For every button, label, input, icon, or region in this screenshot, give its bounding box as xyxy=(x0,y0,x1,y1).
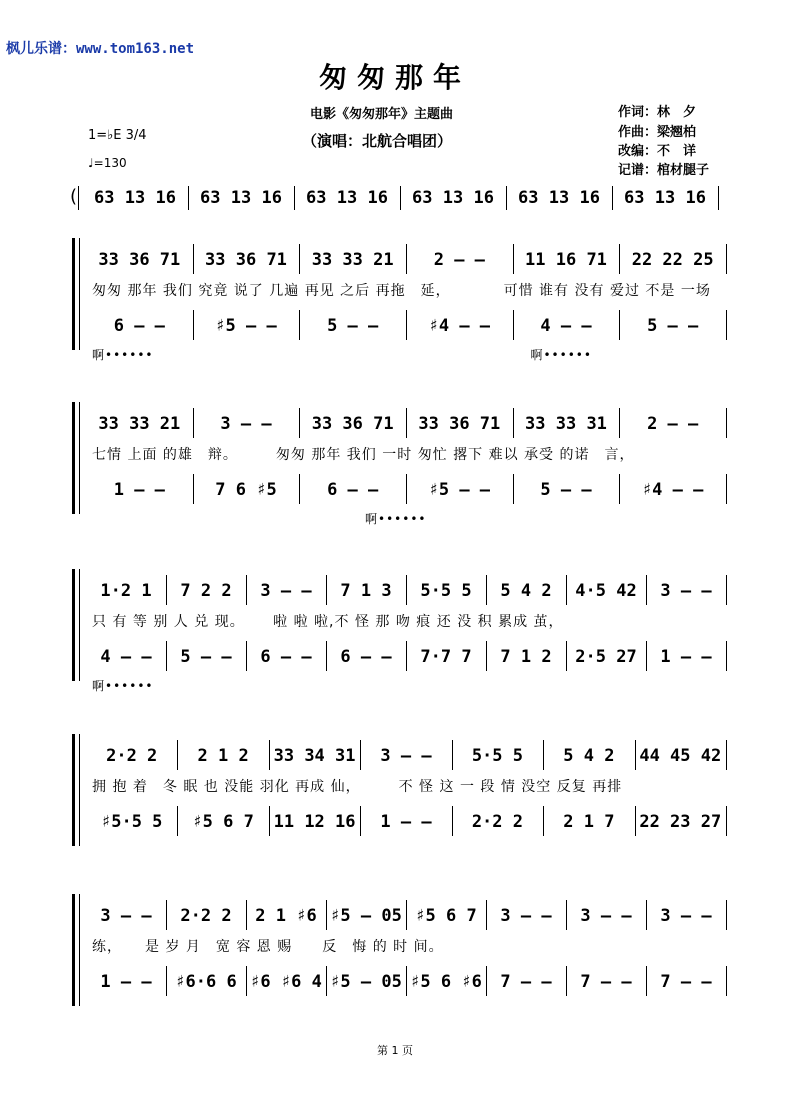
upper-measure: 44 45 42 xyxy=(639,746,722,766)
lower-measure: 5 – – xyxy=(540,480,592,500)
upper-measure: 33 34 31 xyxy=(273,746,356,766)
lower-measure: ♯4 – – xyxy=(641,480,704,500)
barline xyxy=(726,806,727,836)
barline xyxy=(726,575,727,605)
credit-lyricist: 作词：林 夕 xyxy=(618,105,697,120)
lower-measure: 6 – – xyxy=(113,316,165,336)
lyric-line: 七情 上面 的雄 辩。 匆匆 那年 我们 一时 匆忙 撂下 难以 承受 的诺 言， xyxy=(92,447,635,463)
upper-measure: 3 – – xyxy=(660,581,712,601)
lower-measure: 1 – – xyxy=(660,647,712,667)
lower-measure: 5 – – xyxy=(327,316,379,336)
system-line xyxy=(79,569,80,681)
intro-measure: 63 13 16 xyxy=(518,188,600,208)
upper-measure: 33 33 31 xyxy=(525,414,607,434)
upper-measure: 3 – – xyxy=(660,906,712,926)
barline xyxy=(726,244,727,274)
system-bracket xyxy=(72,238,75,350)
lower-measure: 7 – – xyxy=(580,972,632,992)
lower-measure: 5 – – xyxy=(647,316,699,336)
credit-composer: 作曲：梁翘柏 xyxy=(618,125,697,140)
system-bracket xyxy=(72,569,75,681)
lower-measure: 4 – – xyxy=(540,316,592,336)
lower-lyric-line: 啊•••••• xyxy=(92,679,154,693)
lower-measure: 6 – – xyxy=(260,647,312,667)
system-bracket xyxy=(72,894,75,1006)
intro-measure: 63 13 16 xyxy=(624,188,706,208)
score-system xyxy=(0,900,790,1010)
upper-measure: 33 36 71 xyxy=(205,250,287,270)
lyric-line: 匆匆 那年 我们 究竟 说了 几遍 再见 之后 再拖 延， 可惜 谁有 没有 爱过 不是 一场 xyxy=(92,283,711,299)
lower-lyric-line: 啊•••••• 啊•••••• xyxy=(92,348,592,362)
page-number: 第 1 页 xyxy=(377,1044,413,1057)
intro-measure: 63 13 16 xyxy=(412,188,494,208)
system-bracket xyxy=(72,402,75,514)
system-line xyxy=(79,894,80,1006)
lower-measure: 1 – – xyxy=(100,972,152,992)
lower-measure: 5 – – xyxy=(180,647,232,667)
credit-transcriber: 记谱：棺材腿子 xyxy=(618,163,710,178)
upper-measure: 33 36 71 xyxy=(418,414,501,434)
intro-measure: 63 13 16 xyxy=(200,188,282,208)
upper-measure: 33 33 21 xyxy=(98,414,181,434)
barline xyxy=(726,641,727,671)
barline xyxy=(726,740,727,770)
upper-measure: 5·5 5 xyxy=(420,581,472,601)
barline xyxy=(718,186,719,210)
upper-measure: 1·2 1 xyxy=(100,581,152,601)
lower-measure: 6 – – xyxy=(340,647,392,667)
upper-measure: 3 – – xyxy=(220,414,272,434)
score-system xyxy=(0,575,790,693)
intro-line xyxy=(70,186,730,212)
upper-measure: 2 – – xyxy=(647,414,699,434)
upper-measure: 33 36 71 xyxy=(98,250,181,270)
upper-measure: 2 1 ♯6 xyxy=(255,906,317,926)
lower-measure: 1 – – xyxy=(113,480,165,500)
lower-measure: ♯5 6 7 xyxy=(192,812,254,832)
lower-measure: 7 6 ♯5 xyxy=(215,480,277,500)
song-subtitle: 电影《匆匆那年》主题曲 xyxy=(310,107,454,122)
upper-measure: 2 1 2 xyxy=(197,746,249,766)
lyric-line: 练， 是 岁 月 宽 容 恩 赐 反 悔 的 时 间。 xyxy=(92,939,444,955)
system-line xyxy=(79,734,80,846)
performer: （演唱：北航合唱团） xyxy=(302,132,453,150)
lower-measure: 2·5 27 xyxy=(575,647,637,667)
tempo-marking: ♩=130 xyxy=(88,156,127,170)
site-watermark: 枫儿乐谱：www.tom163.net xyxy=(6,41,195,57)
score-system xyxy=(0,740,790,850)
lower-measure: 7·7 7 xyxy=(420,647,472,667)
intro-measure: 63 13 16 xyxy=(94,188,176,208)
lower-measure: ♯4 – – xyxy=(428,316,491,336)
lower-measure: ♯5 – 05 xyxy=(330,972,402,992)
lower-measure: 22 23 27 xyxy=(639,812,722,832)
upper-measure: 3 – – xyxy=(580,906,632,926)
upper-measure: 5 4 2 xyxy=(500,581,552,601)
system-line xyxy=(79,238,80,350)
key-signature: 1=♭E 3/4 xyxy=(88,128,147,143)
song-title: 匆匆那年 xyxy=(318,61,471,94)
lower-measure: 11 12 16 xyxy=(273,812,356,832)
lyric-line: 只 有 等 别 人 兑 现。 啦 啦 啦,不 怪 那 吻 痕 还 没 积 累成 茧， xyxy=(92,614,564,630)
credit-arranger: 改编：不 详 xyxy=(618,144,697,159)
barline xyxy=(726,310,727,340)
upper-measure: 2 – – xyxy=(433,250,485,270)
lower-measure: ♯5 – – xyxy=(215,316,277,336)
barline xyxy=(78,186,79,210)
score-system xyxy=(0,408,790,526)
lower-measure: 6 – – xyxy=(327,480,379,500)
intro-open-paren: ( xyxy=(70,186,78,207)
intro-measure: 63 13 16 xyxy=(306,188,388,208)
lower-measure: 4 – – xyxy=(100,647,152,667)
lower-measure: 7 1 2 xyxy=(500,647,552,667)
upper-measure: ♯5 – 05 xyxy=(330,906,402,926)
upper-measure: 11 16 71 xyxy=(525,250,607,270)
upper-measure: 5·5 5 xyxy=(471,746,523,766)
lower-measure: 2·2 2 xyxy=(471,812,523,832)
barline xyxy=(726,900,727,930)
upper-measure: 33 36 71 xyxy=(311,414,394,434)
upper-measure: 2·2 2 xyxy=(106,746,158,766)
barline xyxy=(726,474,727,504)
lower-measure: 7 – – xyxy=(500,972,552,992)
score-system xyxy=(0,244,790,362)
lyric-line: 拥 抱 着 冬 眠 也 没能 羽化 再成 仙， 不 怪 这 一 段 情 没空 反复 再排 xyxy=(92,779,623,795)
upper-measure: 5 4 2 xyxy=(563,746,615,766)
upper-measure: 4·5 42 xyxy=(575,581,637,601)
lower-measure: 1 – – xyxy=(380,812,432,832)
system-line xyxy=(79,402,80,514)
lower-lyric-line: 啊•••••• xyxy=(92,512,427,526)
lower-measure: ♯5 6 ♯6 xyxy=(410,972,482,992)
upper-measure: ♯5 6 7 xyxy=(415,906,477,926)
upper-measure: 7 1 3 xyxy=(340,581,392,601)
barline xyxy=(726,408,727,438)
lower-measure: ♯5·5 5 xyxy=(101,812,163,832)
upper-measure: 3 – – xyxy=(380,746,432,766)
lower-measure: ♯6 ♯6 4 xyxy=(250,972,322,992)
upper-measure: 3 – – xyxy=(500,906,552,926)
upper-measure: 33 33 21 xyxy=(311,250,394,270)
system-bracket xyxy=(72,734,75,846)
lower-measure: ♯6·6 6 xyxy=(175,972,237,992)
lower-measure: 2 1 7 xyxy=(563,812,615,832)
upper-measure: 2·2 2 xyxy=(180,906,232,926)
upper-measure: 22 22 25 xyxy=(631,250,714,270)
upper-measure: 3 – – xyxy=(100,906,152,926)
upper-measure: 7 2 2 xyxy=(180,581,232,601)
lower-measure: 7 – – xyxy=(660,972,712,992)
lower-measure: ♯5 – – xyxy=(428,480,491,500)
upper-measure: 3 – – xyxy=(260,581,312,601)
barline xyxy=(726,966,727,996)
